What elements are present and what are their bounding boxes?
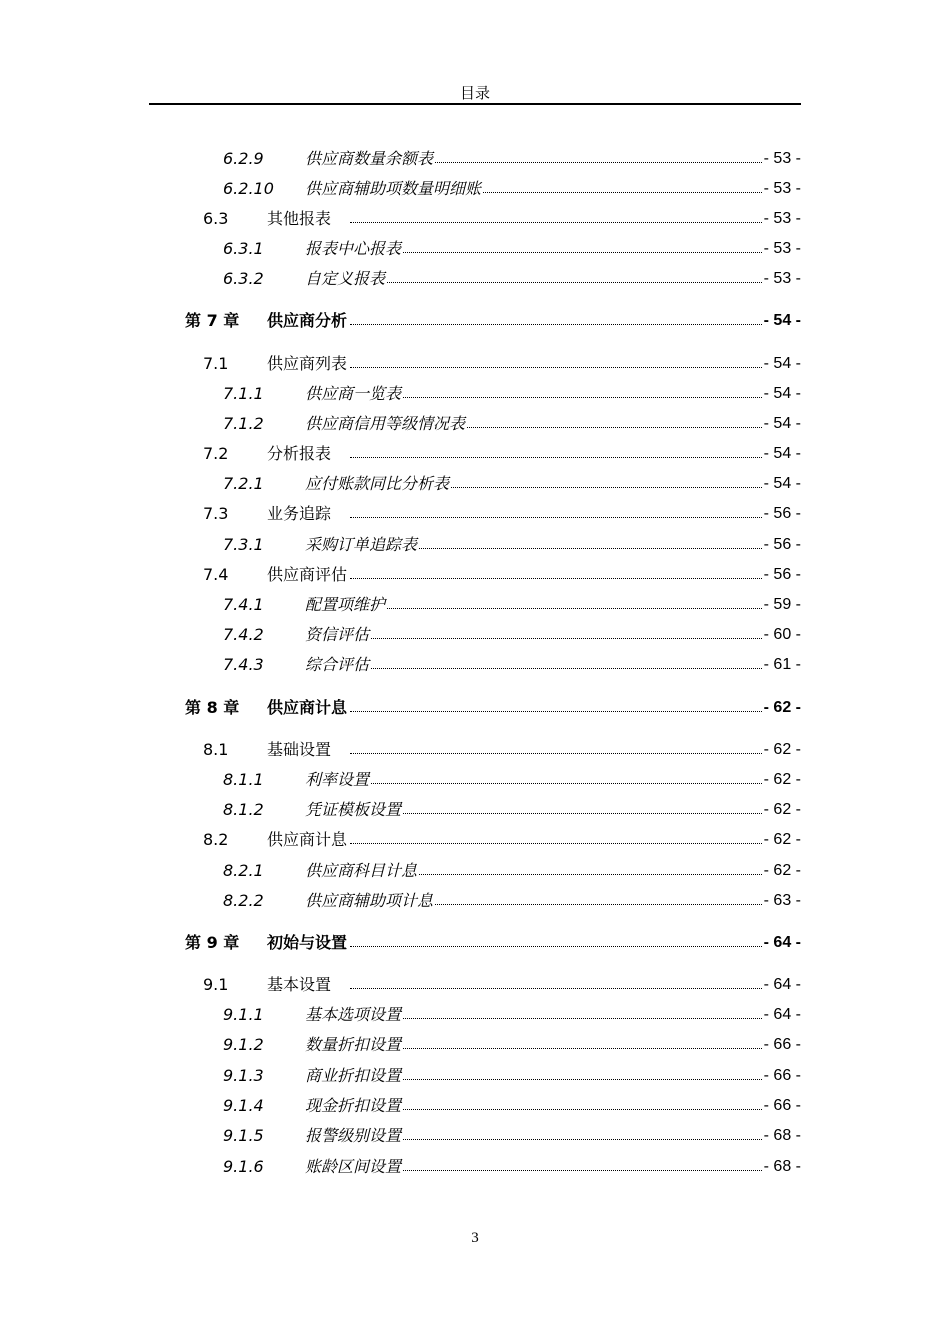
toc-entry-title: 报表中心报表 (305, 237, 402, 261)
toc-entry[interactable] (0, 382, 950, 406)
toc-entry[interactable] (0, 237, 950, 261)
toc-dot-leader (350, 813, 800, 814)
toc-entry-page: - 53 - (762, 177, 801, 201)
toc-entry-page: - 56 - (762, 533, 801, 557)
toc-entry[interactable] (0, 653, 950, 677)
toc-entry-number: 7.4.3 (223, 655, 264, 674)
toc-entry-page: - 62 - (762, 828, 801, 852)
toc-entry-title: 供应商数量余额表 (305, 147, 434, 171)
toc-entry-title: 凭证模板设置 (305, 798, 402, 822)
toc-dot-leader (350, 1109, 800, 1110)
toc-entry-page: - 64 - (762, 931, 801, 955)
toc-entry-number: 7.4 (203, 565, 229, 584)
toc-entry-number: 第 9 章 (185, 933, 240, 952)
toc-entry[interactable] (0, 1003, 950, 1027)
toc-entry[interactable] (0, 412, 950, 436)
toc-entry-page: - 64 - (762, 973, 801, 997)
toc-entry-title: 基本选项设置 (305, 1003, 402, 1027)
toc-entry-page: - 62 - (762, 768, 801, 792)
toc-entry-number: 7.4.1 (223, 595, 264, 614)
toc-entry-title: 供应商信用等级情况表 (305, 412, 466, 436)
toc-entry-title: 数量折扣设置 (305, 1033, 402, 1057)
toc-entry-title: 商业折扣设置 (305, 1064, 402, 1088)
toc-entry[interactable] (0, 309, 950, 333)
toc-entry[interactable] (0, 859, 950, 883)
toc-entry-number: 8.2 (203, 830, 229, 849)
toc-entry-page: - 62 - (762, 696, 801, 720)
toc-entry-number: 6.3 (203, 209, 229, 228)
toc-entry-page: - 68 - (762, 1155, 801, 1179)
toc-dot-leader (350, 843, 800, 844)
toc-entry-page: - 54 - (762, 472, 801, 496)
toc-entry-number: 7.1.1 (223, 384, 264, 403)
header-rule (149, 103, 801, 105)
toc-entry[interactable] (0, 889, 950, 913)
toc-entry-number: 7.1 (203, 354, 229, 373)
toc-entry-page: - 56 - (762, 502, 801, 526)
toc-entry-number: 9.1.1 (223, 1005, 264, 1024)
toc-entry[interactable] (0, 931, 950, 955)
toc-entry-number: 8.1.2 (223, 800, 264, 819)
toc-entry-number: 7.1.2 (223, 414, 264, 433)
toc-entry-page: - 62 - (762, 798, 801, 822)
toc-entry-title: 初始与设置 (267, 931, 348, 955)
page-header-title: 目录 (459, 84, 490, 102)
toc-entry-page: - 60 - (762, 623, 801, 647)
toc-dot-leader (350, 988, 800, 989)
toc-entry-page: - 64 - (762, 1003, 801, 1027)
toc-entry-title: 供应商辅助项计息 (305, 889, 434, 913)
toc-entry[interactable] (0, 1094, 950, 1118)
toc-entry[interactable] (0, 696, 950, 720)
toc-entry-number: 第 7 章 (185, 311, 240, 330)
toc-entry[interactable] (0, 1155, 950, 1179)
toc-dot-leader (350, 608, 800, 609)
toc-entry-title: 供应商辅助项数量明细账 (305, 177, 482, 201)
toc-entry[interactable] (0, 267, 950, 291)
toc-dot-leader (350, 1048, 800, 1049)
toc-entry-number: 第 8 章 (185, 698, 240, 717)
toc-entry-page: - 54 - (762, 352, 801, 376)
toc-entry-title: 报警级别设置 (305, 1124, 402, 1148)
toc-dot-leader (350, 1170, 800, 1171)
toc-entry-number: 7.4.2 (223, 625, 264, 644)
toc-entry-page: - 54 - (762, 442, 801, 466)
toc-dot-leader (350, 668, 800, 669)
toc-entry-title: 其他报表 (267, 207, 332, 231)
toc-entry-page: - 59 - (762, 593, 801, 617)
toc-dot-leader (350, 1018, 800, 1019)
toc-entry-page: - 62 - (762, 859, 801, 883)
toc-entry-page: - 62 - (762, 738, 801, 762)
toc-entry-title: 现金折扣设置 (305, 1094, 402, 1118)
toc-entry-page: - 54 - (762, 412, 801, 436)
toc-entry-page: - 68 - (762, 1124, 801, 1148)
toc-entry[interactable] (0, 973, 950, 997)
toc-dot-leader (350, 578, 800, 579)
toc-entry-page: - 63 - (762, 889, 801, 913)
toc-entry-page: - 53 - (762, 267, 801, 291)
toc-entry-number: 8.2.2 (223, 891, 264, 910)
toc-entry-page: - 53 - (762, 147, 801, 171)
toc-entry[interactable] (0, 472, 950, 496)
toc-entry-number: 8.1 (203, 740, 229, 759)
toc-dot-leader (350, 946, 800, 947)
toc-entry-title: 业务追踪 (267, 502, 332, 526)
toc-entry-title: 应付账款同比分析表 (305, 472, 450, 496)
toc-entry-title: 配置项维护 (305, 593, 386, 617)
toc-dot-leader (350, 638, 800, 639)
toc-entry[interactable] (0, 738, 950, 762)
toc-entry[interactable] (0, 207, 950, 231)
toc-entry-title: 供应商计息 (267, 696, 348, 720)
toc-entry-title: 账龄区间设置 (305, 1155, 402, 1179)
toc-entry-number: 7.2 (203, 444, 229, 463)
toc-dot-leader (350, 783, 800, 784)
toc-entry-number: 6.3.1 (223, 239, 264, 258)
toc-entry-number: 9.1.2 (223, 1035, 264, 1054)
toc-entry-page: - 66 - (762, 1094, 801, 1118)
toc-entry-page: - 54 - (762, 309, 801, 333)
toc-entry-title: 供应商分析 (267, 309, 348, 333)
toc-entry[interactable] (0, 798, 950, 822)
toc-entry-title: 自定义报表 (305, 267, 386, 291)
toc-entry[interactable] (0, 1124, 950, 1148)
toc-dot-leader (350, 457, 800, 458)
toc-entry-title: 供应商评估 (267, 563, 348, 587)
toc-entry-number: 8.2.1 (223, 861, 264, 880)
toc-entry-page: - 54 - (762, 382, 801, 406)
toc-entry-number: 9.1.3 (223, 1066, 264, 1085)
toc-entry-page: - 61 - (762, 653, 801, 677)
toc-entry[interactable] (0, 442, 950, 466)
toc-entry[interactable] (0, 177, 950, 201)
toc-entry-page: - 53 - (762, 207, 801, 231)
toc-dot-leader (350, 367, 800, 368)
toc-entry-title: 分析报表 (267, 442, 332, 466)
toc-entry-title: 供应商计息 (267, 828, 348, 852)
toc-entry-title: 供应商列表 (267, 352, 348, 376)
toc-entry[interactable] (0, 828, 950, 852)
toc-entry-page: - 66 - (762, 1064, 801, 1088)
toc-entry[interactable] (0, 147, 950, 171)
toc-dot-leader (350, 397, 800, 398)
toc-dot-leader (350, 324, 800, 325)
toc-dot-leader (350, 252, 800, 253)
toc-entry-number: 9.1 (203, 975, 229, 994)
toc-entry[interactable] (0, 1033, 950, 1057)
toc-dot-leader (350, 711, 800, 712)
toc-entry[interactable] (0, 1064, 950, 1088)
toc-entry-number: 6.2.9 (223, 149, 264, 168)
toc-entry-number: 7.2.1 (223, 474, 264, 493)
toc-entry[interactable] (0, 623, 950, 647)
toc-entry[interactable] (0, 352, 950, 376)
toc-dot-leader (350, 222, 800, 223)
toc-dot-leader (350, 517, 800, 518)
toc-entry[interactable] (0, 768, 950, 792)
toc-entry-page: - 56 - (762, 563, 801, 587)
toc-entry-number: 8.1.1 (223, 770, 264, 789)
toc-entry-number: 7.3.1 (223, 535, 264, 554)
page-number: 3 (471, 1230, 479, 1246)
toc-entry-title: 基础设置 (267, 738, 332, 762)
toc-entry-title: 供应商科目计息 (305, 859, 418, 883)
toc-entry-number: 6.2.10 (223, 179, 274, 198)
toc-entry-title: 综合评估 (305, 653, 370, 677)
toc-entry-number: 9.1.6 (223, 1157, 264, 1176)
toc-entry-title: 利率设置 (305, 768, 370, 792)
toc-entry-title: 采购订单追踪表 (305, 533, 418, 557)
toc-dot-leader (350, 1079, 800, 1080)
toc-entry[interactable] (0, 593, 950, 617)
toc-dot-leader (350, 753, 800, 754)
toc-entry-title: 资信评估 (305, 623, 370, 647)
toc-entry-number: 9.1.4 (223, 1096, 264, 1115)
toc-entry[interactable] (0, 502, 950, 526)
toc-entry[interactable] (0, 533, 950, 557)
toc-entry-number: 9.1.5 (223, 1126, 264, 1145)
toc-entry-number: 6.3.2 (223, 269, 264, 288)
toc-entry-page: - 53 - (762, 237, 801, 261)
toc-entry-title: 供应商一览表 (305, 382, 402, 406)
toc-entry-page: - 66 - (762, 1033, 801, 1057)
toc-entry-title: 基本设置 (267, 973, 332, 997)
toc-dot-leader (350, 282, 800, 283)
toc-entry[interactable] (0, 563, 950, 587)
toc-dot-leader (350, 1139, 800, 1140)
toc-entry-number: 7.3 (203, 504, 229, 523)
